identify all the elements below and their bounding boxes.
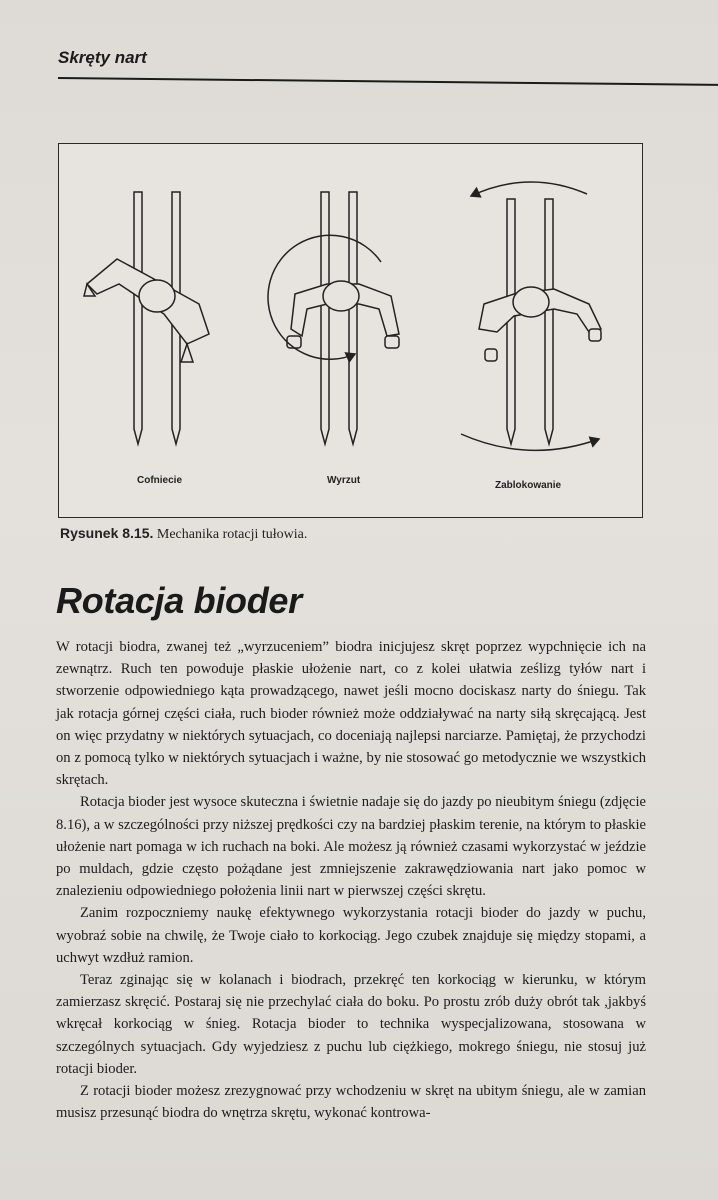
paragraph-3: Zanim rozpoczniemy naukę efektywnego wykorzystania rotacji bioder do jazdy w puchu, wyobraź sobie na chwilę, że Twoje ciało to korkociąg. Jego czubek znajduje się między stopami, a uchwyt wzdłuż ramion. <box>56 905 646 966</box>
caption-text: Mechanika rotacji tułowia. <box>156 527 308 542</box>
header-rule <box>58 77 718 86</box>
paragraph-2: Rotacja bioder jest wysoce skuteczna i świetnie nadaje się do jazdy po nieubitym śniegu (zdjęcie 8.16), a w szczególności przy niższej prędkości czy na bardziej płaskim terenie, na którym to płaskie ułożenie nart pomaga w ich ruchach na boki. Ale możesz ją również czasami wykorzystać w jeździe po muldach, gdzie często pożądane jest zmniejszenie zakrawędziowania nart jako pomoc w znalezieniu odpowiedniego położenia linii nart w pierwszej części skrętu. <box>56 794 646 900</box>
skier-figure-3 <box>479 287 601 361</box>
figure-caption <box>60 525 307 543</box>
paragraph-1: W rotacji biodra, zwanej też „wyrzuceniem” biodra inicjujesz skręt poprzez wypchnięcie ich na zewnątrz. Ruch ten powoduje płaskie ułożenie nart, co z kolei ułatwia ześlizg tyłów nart i stworzenie odpowiedniego kąta prowadzącego, nawet jeśli mocno dociskasz narty do śniegu. Tak jak rotacja górnej części ciała, ruch bioder również może oddziaływać na narty siłą skręcającą. Jest on więc przydatny w niektórych sytuacjach, co doceniają najlepsi narciarze. Pamiętaj, że przychodzi on z pomocą tylko w niektórych sytuacjach i ważne, by nie stosować go metodycznie we wszystkich skrętach. <box>56 639 646 789</box>
skier-figure-1 <box>84 259 209 362</box>
skis-2 <box>321 192 357 444</box>
rotation-arrow-bottom <box>461 434 599 450</box>
body-text <box>56 636 646 1124</box>
figure-illustration <box>59 144 642 517</box>
figure-label-2: Wyrzut <box>327 475 361 486</box>
skier-figure-2 <box>287 281 399 348</box>
skis-3 <box>507 199 553 444</box>
figure-label-3: Zablokowanie <box>495 480 562 491</box>
figure-label-1: Cofniecie <box>137 475 183 486</box>
paragraph-4: Teraz zginając się w kolanach i biodrach, przekręć ten korkociąg w kierunku, w którym zamierzasz skręcić. Postaraj się nie przechylać ciała do boku. Po prostu zrób duży obrót tak ,jakbyś wkręcał korkociąg w śnieg. Rotacja bioder to technika wyspecjalizowana, stosowana w szczególnych sytuacjach. Gdy wyjedziesz z puchu lub ciężkiego, mokrego śniegu, nie stosuj już rotacji bioder. <box>56 972 646 1077</box>
rotation-arrow-top <box>471 182 587 196</box>
running-header: Skręty nart <box>58 48 147 67</box>
section-title: Rotacja bioder <box>56 580 302 621</box>
caption-number: Rysunek 8.15. <box>60 525 154 541</box>
figure-ski-rotation <box>58 143 643 518</box>
paragraph-5: Z rotacji bioder możesz zrezygnować przy wchodzeniu w skręt na ubitym śniegu, ale w zamian musisz przesunąć biodra do wnętrza skrętu, wykonać kontrowa- <box>56 1083 646 1122</box>
